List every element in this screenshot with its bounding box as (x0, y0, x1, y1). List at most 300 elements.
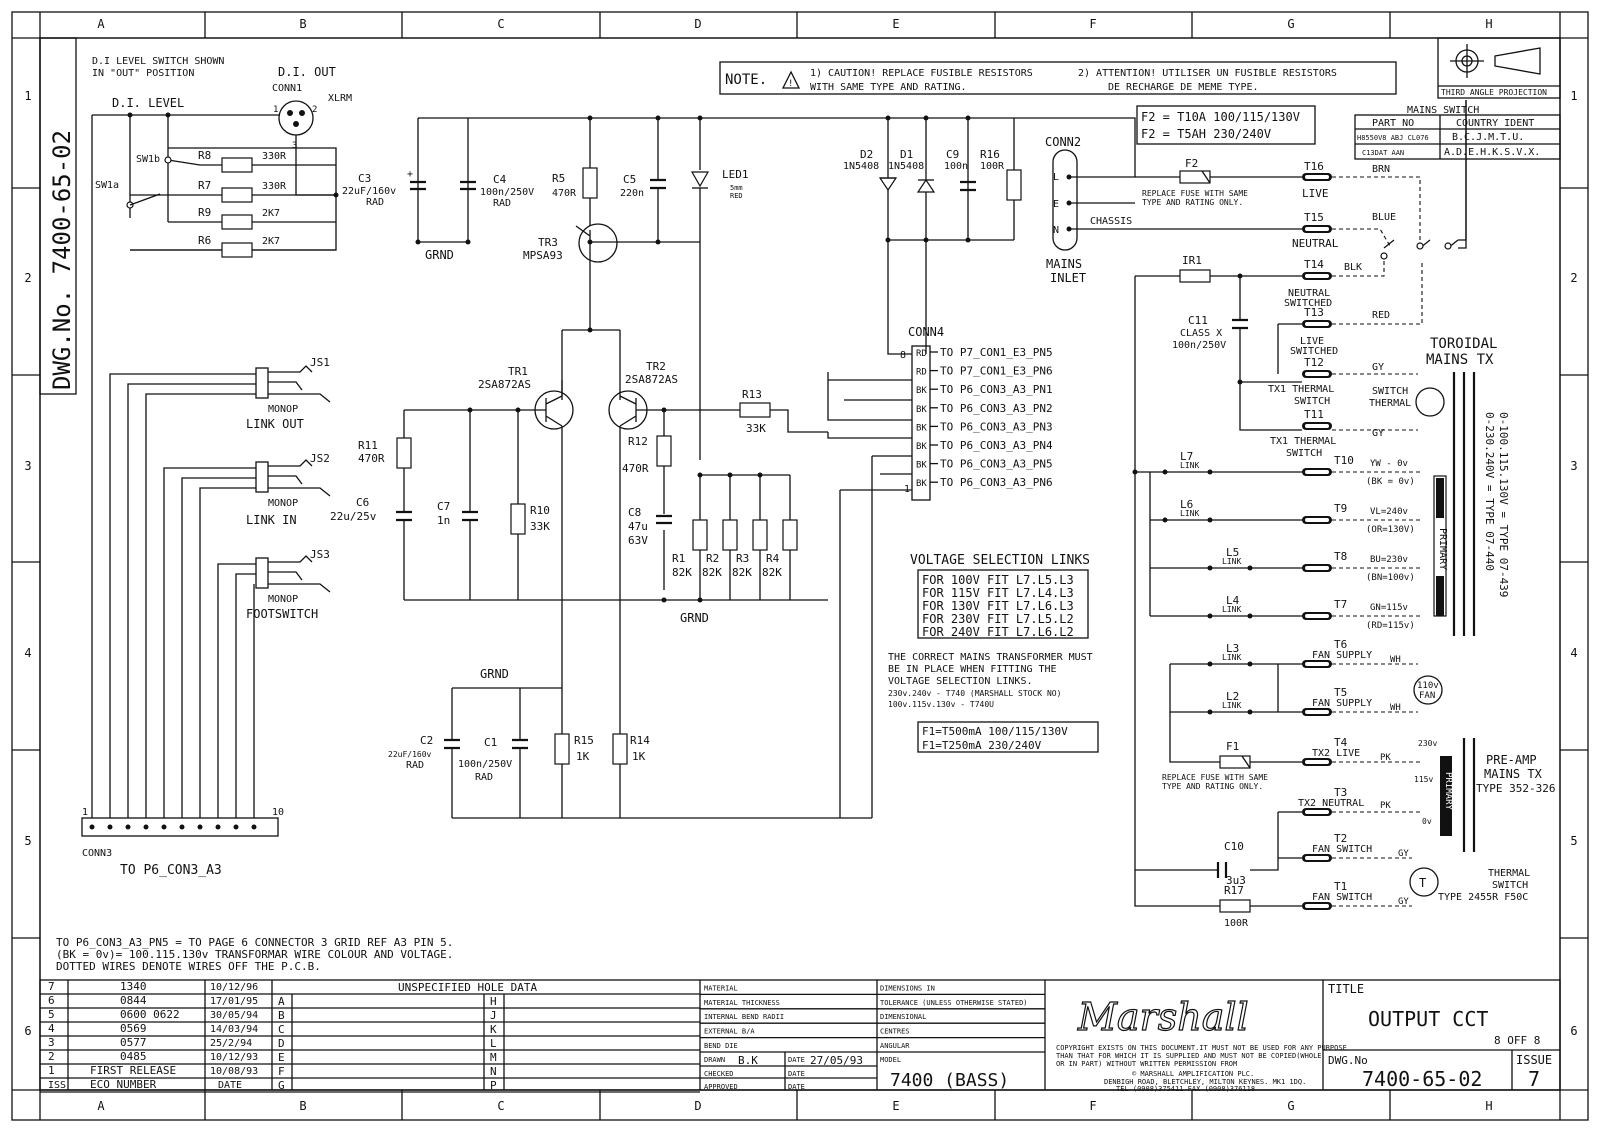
copyright-4: © MARSHALL AMPLIFICATION PLC. (1132, 1070, 1255, 1078)
js2-symbol (256, 460, 330, 496)
t11-symbol (1302, 422, 1332, 430)
projection-symbol (1438, 38, 1560, 98)
blk-label: BLK (1344, 262, 1363, 273)
voltage-row-5: FOR 240V FIT L7.L6.L2 (922, 625, 1074, 639)
voltage-title: VOLTAGE SELECTION LINKS (910, 553, 1091, 568)
model-value: 7400 (BASS) (890, 1070, 1010, 1091)
conn4-pin-target: TO P6_CON3_A3_PN4 (940, 439, 1053, 452)
c3-value: 22uF/160v (342, 186, 397, 197)
svg-text:2: 2 (312, 105, 318, 115)
row-label-left-6: 6 (24, 1024, 32, 1038)
title-block (40, 980, 1560, 1093)
r16-label: R16 (980, 148, 1000, 161)
t6-label: T6 (1334, 638, 1348, 651)
t14-name-1: NEUTRAL (1288, 288, 1331, 299)
l4-link: LINK (1222, 605, 1242, 614)
t14-label: T14 (1304, 258, 1324, 271)
t13-name-1: LIVE (1300, 336, 1325, 347)
r6-body (222, 243, 252, 257)
js1-name: LINK OUT (246, 417, 304, 431)
thermal-switch (1410, 868, 1530, 903)
col-label-top-a: A (97, 17, 105, 31)
f2-rating-1: F2 = T10A 100/115/130V (1141, 110, 1300, 124)
led1-colour: RED (730, 192, 743, 200)
t12-name-2: SWITCH (1294, 396, 1331, 407)
t10-label: T10 (1334, 454, 1354, 467)
attention-line-2: DE RECHARGE DE MEME TYPE. (1108, 82, 1259, 93)
rev-date: 25/2/94 (210, 1038, 253, 1049)
l5-link: LINK (1222, 557, 1242, 566)
grnd-label-mid: GRND (680, 611, 709, 625)
attention-line-1: 2) ATTENTION! UTILISER UN FUSIBLE RESISTORS (1078, 68, 1337, 79)
thermal-symbol: T (1419, 876, 1427, 890)
r3-body (753, 520, 767, 550)
js3-symbol (256, 556, 330, 592)
f1-note-1: REPLACE FUSE WITH SAME (1162, 773, 1268, 782)
dimension-label: DIMENSIONS IN (880, 984, 935, 993)
rev-iss: 1 (48, 1064, 55, 1077)
rev-date: 10/12/96 (210, 982, 259, 993)
conn2-n: N (1053, 225, 1060, 236)
mains-terminals (1133, 160, 1415, 929)
col-label-bottom-b: B (299, 1099, 307, 1113)
svg-text:3: 3 (292, 141, 298, 151)
c10-value: 3u3 (1226, 874, 1246, 887)
t9-wire: VL=240v (1370, 507, 1408, 517)
r4-value: 82K (762, 566, 782, 579)
switch-thermal-1: SWITCH (1372, 386, 1409, 397)
dwg-no-label: DWG.No (1328, 1054, 1368, 1067)
t3-symbol (1302, 808, 1332, 816)
projection-label: THIRD ANGLE PROJECTION (1441, 88, 1547, 97)
drawn-date-label: DATE (788, 1056, 805, 1064)
c2-type: RAD (406, 760, 425, 771)
col-label-bottom-d: D (694, 1099, 702, 1113)
conn2-l: L (1053, 172, 1060, 183)
r5-label: R5 (552, 172, 566, 185)
t5-label: T5 (1334, 686, 1348, 699)
r16-value: 100R (980, 161, 1005, 172)
t13-name-2: SWITCHED (1290, 346, 1339, 357)
t13-label: T13 (1304, 306, 1324, 319)
r11-body (397, 438, 411, 468)
mains-inlet-2: INLET (1050, 271, 1087, 285)
checked-label: CHECKED (704, 1070, 734, 1078)
t14-name-2: SWITCHED (1284, 298, 1333, 309)
pk-label-1: PK (1380, 753, 1391, 763)
drawn-by: B.K (738, 1054, 758, 1067)
drawn-date: 27/05/93 (810, 1054, 863, 1067)
conn4-pin-target: TO P6_CON3_A3_PN1 (940, 383, 1053, 397)
lower-caps-section (388, 667, 872, 818)
primary-label-2: PRIMARY (1443, 772, 1453, 810)
preamp-0: 0v (1422, 817, 1432, 826)
c3-type: RAD (366, 197, 385, 208)
thermal-label-2: SWITCH (1492, 880, 1529, 891)
conn4-pin-target: TO P7_CON1_E3_PN6 (940, 364, 1053, 378)
mains-switch-ident-2: A.D.E.H.K.S.V.X. (1444, 147, 1541, 158)
r15-value: 1K (576, 750, 590, 763)
hole-right-letter: J (490, 1009, 497, 1022)
r10-value: 33K (530, 520, 550, 533)
tr1-type: 2SA872AS (478, 378, 531, 391)
rev-eco: 1340 (120, 980, 147, 993)
svg-text:+: + (407, 169, 414, 180)
voltage-row-4: FOR 230V FIT L7.L5.L2 (922, 612, 1074, 626)
voltage-note-3: VOLTAGE SELECTION LINKS. (888, 676, 1033, 687)
d2-type: 1N5408 (843, 161, 880, 172)
t1-name: FAN SWITCH (1312, 892, 1373, 903)
voltage-note-5: 100v.115v.130v - T740U (888, 700, 994, 709)
tr3-label: TR3 (538, 236, 558, 249)
f2-note-1: REPLACE FUSE WITH SAME (1142, 189, 1248, 198)
gy-label-3: GY (1398, 849, 1409, 859)
hole-data-title: UNSPECIFIED HOLE DATA (398, 981, 538, 994)
footer-note-2: (BK = 0v)= 100.115.130v TRANSFORMAR WIRE COLOUR AND VOLTAGE. (56, 948, 454, 961)
f2-rating-2: F2 = T5AH 230/240V (1141, 127, 1272, 141)
c10-label: C10 (1224, 840, 1244, 853)
preamp-230: 230v (1418, 739, 1438, 748)
r9-value: 2K7 (262, 208, 281, 219)
t8-wire: BU=230v (1370, 555, 1408, 565)
red-label: RED (1372, 310, 1391, 321)
svg-text:!: ! (788, 79, 794, 89)
row-label-left-5: 5 (24, 834, 32, 848)
conn4-pin-colour: RD (916, 349, 927, 359)
row-label-right-1: 1 (1570, 89, 1578, 103)
f1-label: F1 (1226, 740, 1240, 753)
tr2-type: 2SA872AS (625, 373, 678, 386)
conn4-pin-colour: BK (916, 442, 927, 452)
r1-value: 82K (672, 566, 692, 579)
r2-body (723, 520, 737, 550)
di-level-label: D.I. LEVEL (112, 96, 185, 110)
led1-label: LED1 (722, 168, 749, 181)
revision-table (40, 980, 700, 1092)
conn4-pin8: 8 (900, 350, 907, 361)
r2-label: R2 (706, 552, 720, 565)
copyright-6: TEL (0908)375411 FAX (0908)376118 (1116, 1085, 1256, 1093)
voltage-row-2: FOR 115V FIT L7.L4.L3 (922, 586, 1074, 600)
tr1-label: TR1 (508, 365, 528, 378)
rev-iss: 2 (48, 1050, 55, 1063)
c3-label: C3 (358, 172, 372, 185)
js1-type: MONOP (268, 404, 299, 415)
rev-eco: 0569 (120, 1022, 147, 1035)
f1-rating-1: F1=T500mA 100/115/130V (922, 725, 1068, 738)
f1-note-2: TYPE AND RATING ONLY. (1162, 782, 1264, 791)
col-label-bottom-a: A (97, 1099, 105, 1113)
r17-label: R17 (1224, 884, 1244, 897)
c5-value: 220n (620, 188, 645, 199)
xlrm-label: XLRM (328, 93, 353, 104)
col-label-bottom-h: H (1485, 1099, 1493, 1113)
f2-note-2: TYPE AND RATING ONLY. (1142, 198, 1244, 207)
l7-label: L7 (1180, 450, 1194, 463)
hole-left-letter: A (278, 995, 285, 1008)
col-label-top-g: G (1287, 17, 1295, 31)
c9-value: 100n (944, 161, 969, 172)
t1-symbol (1302, 902, 1332, 910)
approved-label: APPROVED (704, 1083, 738, 1091)
t14-symbol (1302, 272, 1332, 280)
footer-note-1: TO P6_CON3_A3_PN5 = TO PAGE 6 CONNECTOR 3 GRID REF A3 PIN 5. (56, 936, 454, 949)
hole-right-letter: K (490, 1023, 497, 1036)
toroidal-label-1: TOROIDAL (1430, 336, 1498, 352)
hole-left-letter: B (278, 1009, 285, 1022)
thermal-label-3: TYPE 2455R F50C (1438, 892, 1529, 903)
svg-text:1: 1 (273, 105, 279, 115)
col-label-top-e: E (892, 17, 900, 31)
thermal-label-1: THERMAL (1488, 868, 1531, 879)
rev-date: 30/05/94 (210, 1010, 259, 1021)
conn4-pin-colour: BK (916, 386, 927, 397)
r1-body (693, 520, 707, 550)
t2-name: FAN SWITCH (1312, 844, 1373, 855)
sw1b-label: SW1b (136, 154, 161, 165)
t7-label: T7 (1334, 598, 1348, 611)
conn4-pin-target: TO P6_CON3_A3_PN3 (940, 420, 1053, 434)
hole-right-letter: N (490, 1065, 497, 1078)
hole-right-letter: P (490, 1079, 497, 1092)
t12-symbol (1302, 370, 1332, 378)
conn4-pin-colour: BK (916, 404, 927, 415)
t15-symbol (1302, 225, 1332, 233)
r2-value: 82K (702, 566, 722, 579)
r7-value: 330R (262, 181, 287, 192)
conn3 (82, 807, 284, 878)
t9-or: (OR=130V) (1366, 525, 1415, 535)
c2-value: 22uF/160v (388, 750, 432, 759)
rev-eco-header: ECO NUMBER (90, 1078, 157, 1091)
caution-line-1: 1) CAUTION! REPLACE FUSIBLE RESISTORS (810, 68, 1033, 79)
row-label-left-1: 1 (24, 89, 32, 103)
side-drawing-number (40, 38, 76, 394)
hole-left-letter: G (278, 1079, 285, 1092)
mains-switch-part-1: H8550V8 ABJ CL076 (1357, 134, 1429, 142)
c4-label: C4 (493, 173, 507, 186)
r11-label: R11 (358, 439, 378, 452)
copyright-2: THAN THAT FOR WHICH IT IS SUPPLIED AND MUST NOT BE COPIED(WHOLE (1056, 1052, 1322, 1060)
t15-name: NEUTRAL (1292, 237, 1339, 250)
col-label-bottom-e: E (892, 1099, 900, 1113)
c4-value: 100n/250V (480, 187, 535, 198)
r8-label: R8 (198, 149, 212, 162)
l7-link: LINK (1180, 461, 1200, 470)
r5-value: 470R (552, 188, 577, 199)
mains-switch-table (1355, 105, 1560, 159)
toroidal-type-2: 0-100.115.130V = TYPE 07-439 (1497, 412, 1510, 598)
drawn-label: DRAWN (704, 1056, 726, 1064)
t11-label: T11 (1304, 408, 1324, 421)
dimension-label: CENTRES (880, 1027, 910, 1036)
c1-type: RAD (475, 772, 494, 783)
voltage-row-3: FOR 130V FIT L7.L6.L3 (922, 599, 1074, 613)
r17-value: 100R (1224, 918, 1249, 929)
toroidal-label-2: MAINS TX (1426, 352, 1494, 368)
ir1-label: IR1 (1182, 254, 1202, 267)
r3-label: R3 (736, 552, 750, 565)
row-label-right-5: 5 (1570, 834, 1578, 848)
l2-label: L2 (1226, 690, 1240, 703)
conn3-label: CONN3 (82, 848, 113, 859)
preamp-transformer (1414, 738, 1555, 852)
drawing-title: OUTPUT CCT (1368, 1007, 1489, 1031)
r8-body (222, 158, 252, 172)
rev-eco: 0577 (120, 1036, 147, 1049)
t3-name: TX2 NEUTRAL (1298, 798, 1365, 809)
material-label: EXTERNAL B/A (704, 1027, 755, 1036)
preamp-115: 115v (1414, 775, 1434, 784)
r9-body (222, 215, 252, 229)
hole-left-letter: E (278, 1051, 285, 1064)
dwg-no-value: 7400-65-02 (1362, 1067, 1483, 1091)
js3-label: JS3 (310, 548, 330, 561)
conn4-pins (916, 346, 1053, 489)
hole-left-letter: D (278, 1037, 285, 1050)
f2-rating-box (1137, 106, 1315, 144)
row-label-right-3: 3 (1570, 459, 1578, 473)
t9-label: T9 (1334, 502, 1348, 515)
r11-value: 470R (358, 452, 385, 465)
t12-label: T12 (1304, 356, 1324, 369)
footer-note-3: DOTTED WIRES DENOTE WIRES OFF THE P.C.B. (56, 960, 321, 973)
t16-name: LIVE (1302, 187, 1329, 200)
ir1-body (1180, 270, 1210, 282)
c1-label: C1 (484, 736, 498, 749)
rev-iss: 3 (48, 1036, 55, 1049)
conn4-pin-target: TO P7_CON1_E3_PN5 (940, 346, 1053, 359)
t7-wire: GN=115v (1370, 603, 1408, 613)
col-label-bottom-g: G (1287, 1099, 1295, 1113)
t16-symbol (1302, 173, 1332, 181)
conn1-label: CONN1 (272, 83, 303, 94)
hole-right-letter: H (490, 995, 497, 1008)
conn4-pin-colour: BK (916, 423, 927, 434)
rev-iss: 7 (48, 980, 55, 993)
l3-link: LINK (1222, 653, 1242, 662)
js2-name: LINK IN (246, 513, 297, 527)
rev-iss: 6 (48, 994, 55, 1007)
jack-sockets (110, 356, 330, 818)
preamp-label-1: PRE-AMP (1486, 753, 1537, 767)
caution-line-2: WITH SAME TYPE AND RATING. (810, 82, 967, 93)
r7-label: R7 (198, 179, 212, 192)
r9-label: R9 (198, 206, 212, 219)
gy-label-4: GY (1398, 897, 1409, 907)
t6-name: FAN SUPPLY (1312, 650, 1373, 661)
row-label-left-3: 3 (24, 459, 32, 473)
hole-right-letter: M (490, 1051, 497, 1064)
r14-body (613, 734, 627, 764)
t10-wire: YW - 0v (1370, 459, 1408, 469)
wh-label-2: WH (1390, 703, 1401, 713)
voltage-note-2: BE IN PLACE WHEN FITTING THE (888, 664, 1057, 675)
c6-label: C6 (356, 496, 370, 509)
t11-name-1: TX1 THERMAL (1270, 436, 1337, 447)
col-label-bottom-f: F (1089, 1099, 1097, 1113)
led1-size: 5mm (730, 184, 743, 192)
col-label-top-h: H (1485, 17, 1493, 31)
tr2-label: TR2 (646, 360, 666, 373)
toroidal-type-1: 0-230.240V = TYPE 07-440 (1483, 412, 1496, 571)
js1-symbol (256, 366, 330, 402)
footer-notes (56, 936, 453, 973)
blue-label: BLUE (1372, 212, 1397, 223)
caution-note (720, 62, 1396, 94)
issue-label: ISSUE (1516, 1053, 1553, 1067)
c11-label: C11 (1188, 314, 1208, 327)
r4-body (783, 520, 797, 550)
mains-switch-col2: COUNTRY IDENT (1456, 118, 1535, 129)
fan-label: FAN (1419, 691, 1436, 701)
l3-label: L3 (1226, 642, 1240, 655)
t8-symbol (1302, 564, 1332, 572)
t7-rd: (RD=115v) (1366, 621, 1415, 631)
approved-date-label: DATE (788, 1083, 805, 1091)
issue-value: 7 (1528, 1067, 1541, 1091)
conn4-pin-target: TO P6_CON3_A3_PN5 (940, 457, 1053, 471)
rectifier-section (843, 116, 1302, 355)
grnd-label-low: GRND (480, 667, 509, 681)
voltage-note-1: THE CORRECT MAINS TRANSFORMER MUST (888, 652, 1093, 663)
row-label-left-2: 2 (24, 271, 32, 285)
c8-label: C8 (628, 506, 642, 519)
c7-label: C7 (437, 500, 451, 513)
d1-label: D1 (900, 148, 914, 161)
l2-link: LINK (1222, 701, 1242, 710)
l6-link: LINK (1180, 509, 1200, 518)
row-label-right-6: 6 (1570, 1024, 1578, 1038)
rev-date: 10/12/93 (210, 1052, 259, 1063)
c1-value: 100n/250V (458, 759, 513, 770)
hole-left-letter: F (278, 1065, 285, 1078)
tr3-type: MPSA93 (523, 249, 563, 262)
t10-bk: (BK = 0v) (1366, 477, 1415, 487)
rev-date: 14/03/94 (210, 1024, 259, 1035)
rev-eco: FIRST RELEASE (90, 1064, 177, 1077)
r14-value: 1K (632, 750, 646, 763)
t4-symbol (1302, 758, 1332, 766)
d1-type: 1N5408 (888, 161, 925, 172)
t5-symbol (1302, 708, 1332, 716)
l5-label: L5 (1226, 546, 1240, 559)
copyright-3: OR IN PART) WITHOUT WRITTEN PERMISSION FROM (1056, 1060, 1238, 1068)
t10-symbol (1302, 468, 1332, 476)
title-label: TITLE (1328, 982, 1365, 996)
di-switch-note-1: D.I LEVEL SWITCH SHOWN (92, 56, 225, 67)
c11-value-1: CLASS X (1180, 328, 1223, 339)
c8-value-1: 47u (628, 520, 648, 533)
note-label: NOTE. (725, 72, 768, 88)
row-label-right-2: 2 (1570, 271, 1578, 285)
col-label-top-b: B (299, 17, 307, 31)
js1-label: JS1 (310, 356, 330, 369)
t4-label: T4 (1334, 736, 1348, 749)
conn3-to: TO P6_CON3_A3 (120, 863, 222, 878)
t8-bn: (BN=100v) (1366, 573, 1415, 583)
chassis-label: CHASSIS (1090, 216, 1133, 227)
d2-label: D2 (860, 148, 874, 161)
js2-type: MONOP (268, 498, 299, 509)
row-dividers (12, 188, 1588, 938)
r4-label: R4 (766, 552, 780, 565)
t12-name-1: TX1 THERMAL (1268, 384, 1335, 395)
material-label: MATERIAL THICKNESS (704, 998, 780, 1007)
rev-date: 17/01/95 (210, 996, 259, 1007)
conn3-pin10: 10 (272, 807, 285, 818)
js2-label: JS2 (310, 452, 330, 465)
